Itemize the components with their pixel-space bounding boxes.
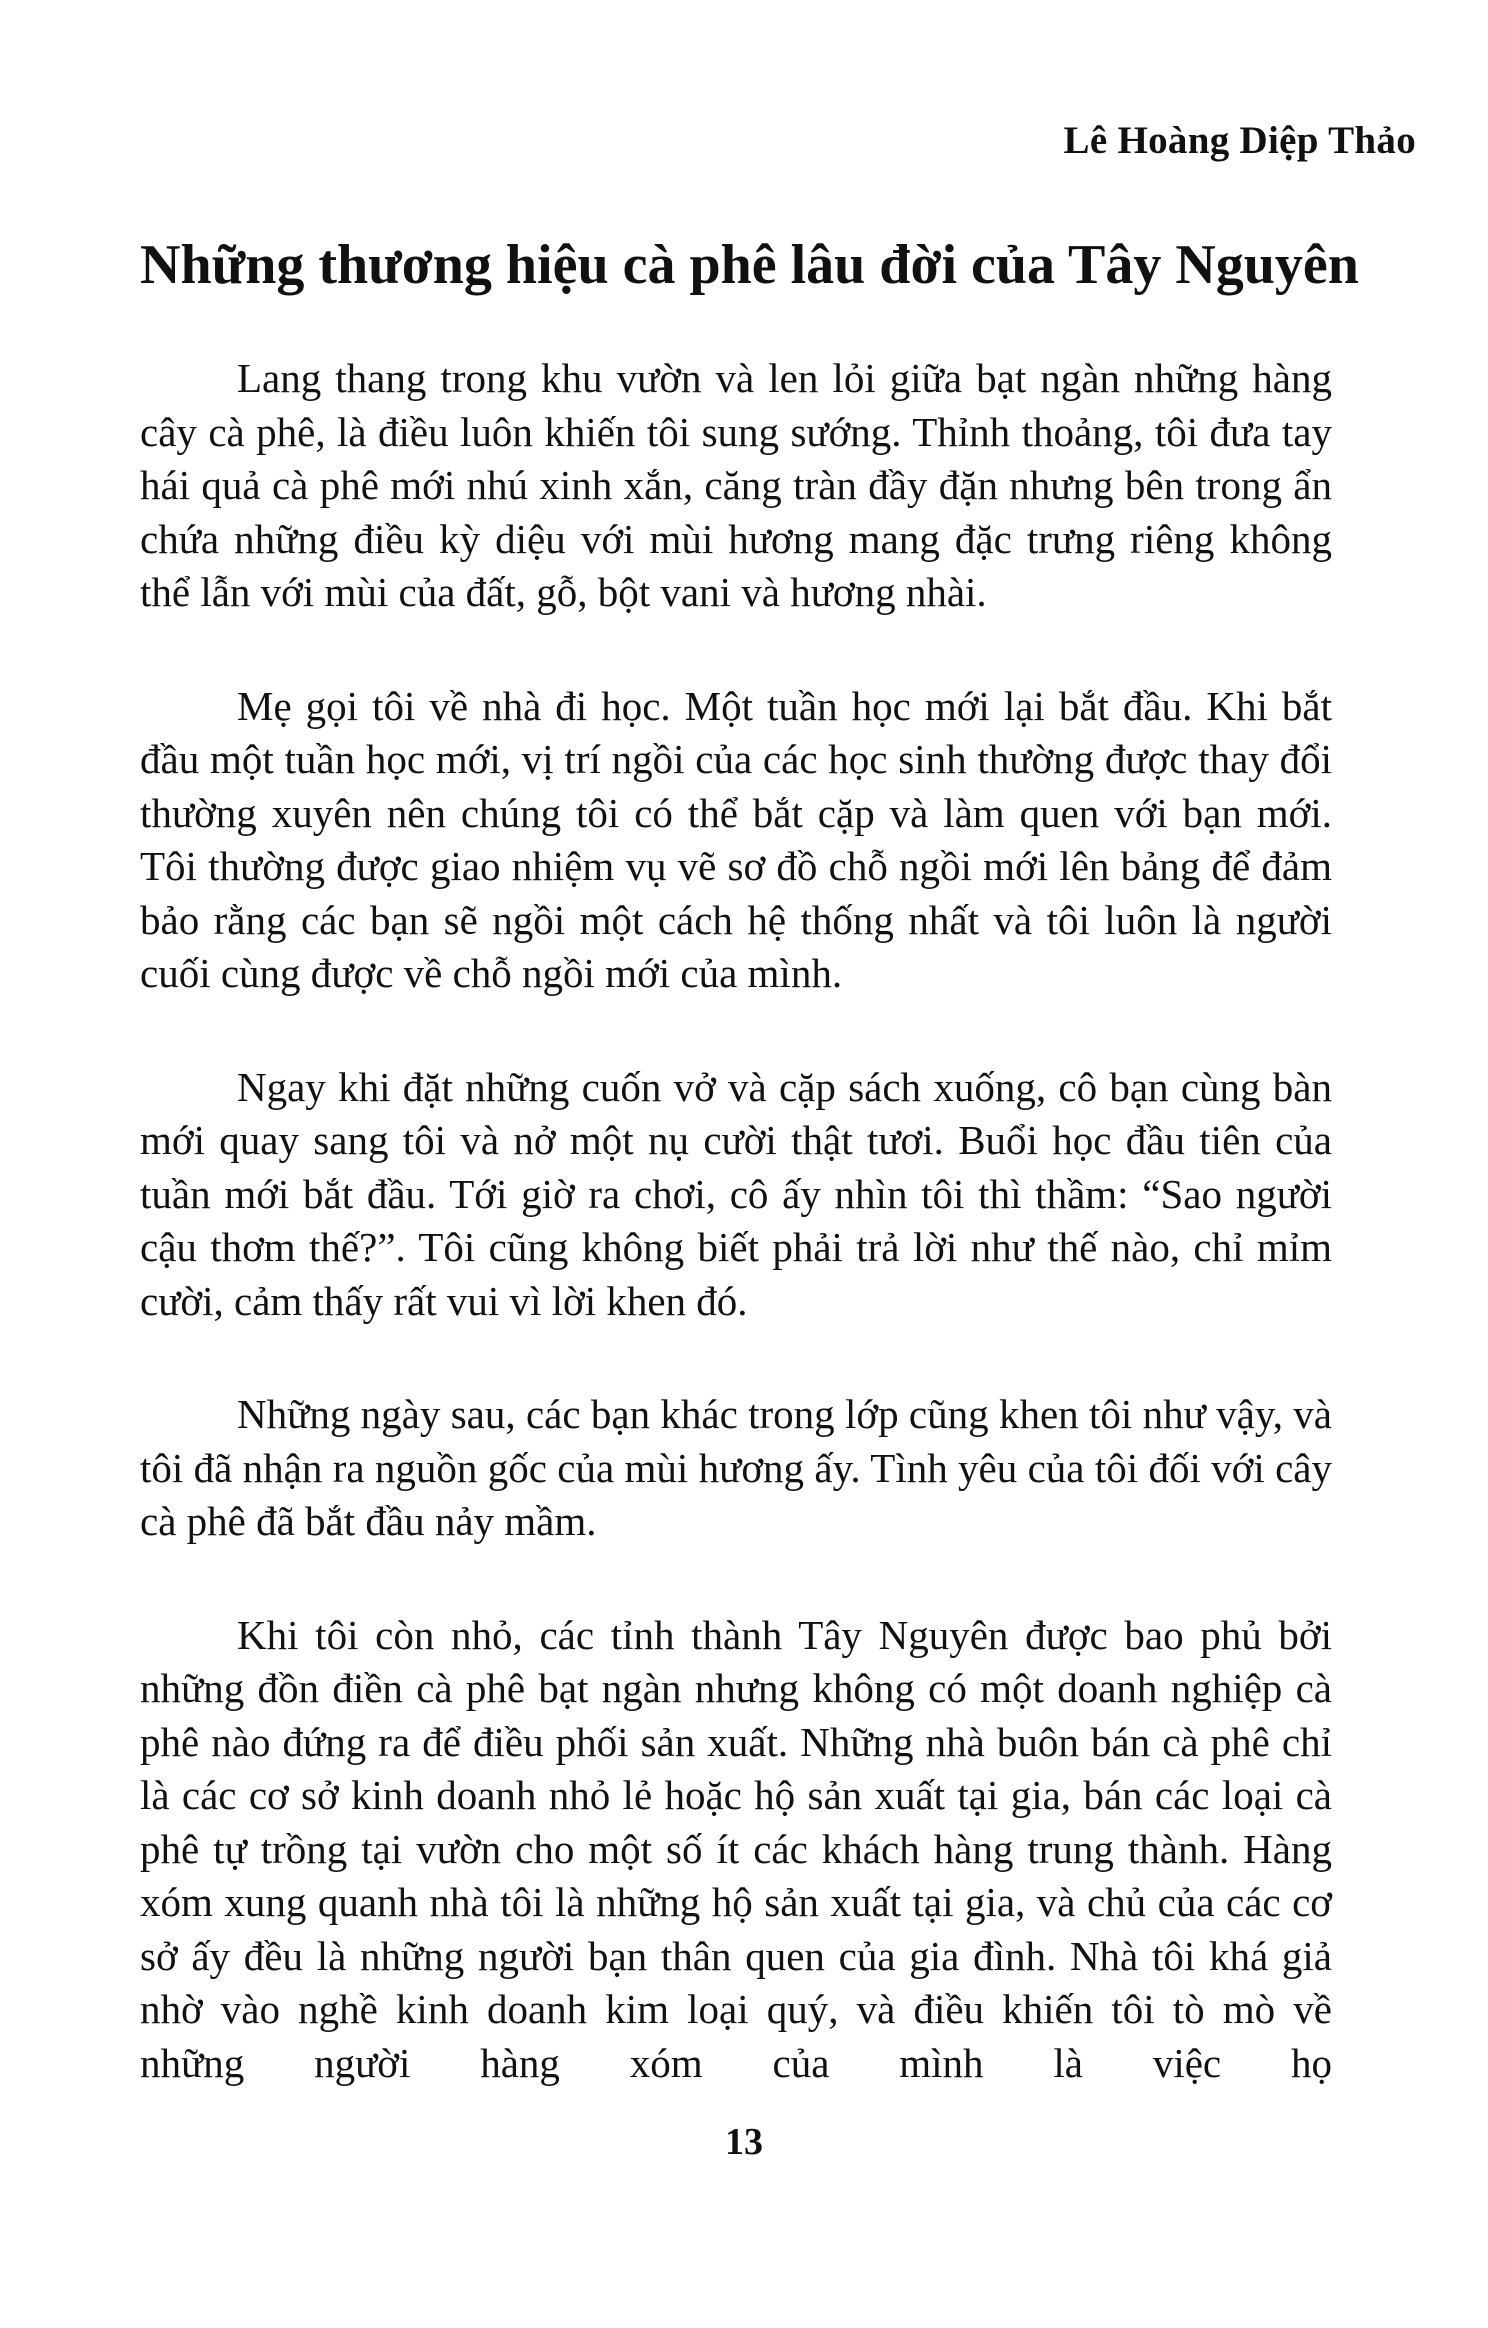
page-number: 13 [725, 2121, 763, 2163]
paragraph: Những ngày sau, các bạn khác trong lớp cũng khen tôi như vậy, và tôi đã nhận ra nguồn gốc của mùi hương ấy. Tình yêu của tôi đối với cây cà phê đã bắt đầu nảy mầm. [140, 1391, 1332, 1544]
chapter-title: Những thương hiệu cà phê lâu đời của Tây Nguyên [140, 234, 1359, 296]
paragraph: Lang thang trong khu vườn và len lỏi giữa bạt ngàn những hàng cây cà phê, là điều luôn khiến tôi sung sướng. Thỉnh thoảng, tôi đưa tay hái quả cà phê mới nhú xinh xắn, căng tràn đầy đặn nhưng bên trong ẩn chứa những điều kỳ diệu với mùi hương mang đặc trưng riêng không thể lẫn với mùi của đất, gỗ, bột vani và hương nhài. [140, 355, 1332, 615]
running-header-author: Lê Hoàng Diệp Thảo [1063, 119, 1416, 162]
body-text [140, 352, 1332, 2090]
paragraph: Mẹ gọi tôi về nhà đi học. Một tuần học mới lại bắt đầu. Khi bắt đầu một tuần học mới, vị trí ngồi của các học sinh thường được thay đổi thường xuyên nên chúng tôi có thể bắt cặp và làm quen với bạn mới. Tôi thường được giao nhiệm vụ vẽ sơ đồ chỗ ngồi mới lên bảng để đảm bảo rằng các bạn sẽ ngồi một cách hệ thống nhất và tôi luôn là người cuối cùng được về chỗ ngồi mới của mình. [140, 682, 1332, 996]
paragraph: Khi tôi còn nhỏ, các tỉnh thành Tây Nguyên được bao phủ bởi những đồn điền cà phê bạt ngàn nhưng không có một doanh nghiệp cà phê nào đứng ra để điều phối sản xuất. Những nhà buôn bán cà phê chỉ là các cơ sở kinh doanh nhỏ lẻ hoặc hộ sản xuất tại gia, bán các loại cà phê tự trồng tại vườn cho một số ít các khách hàng trung thành. Hàng xóm xung quanh nhà tôi là những hộ sản xuất tại gia, và chủ của các cơ sở ấy đều là những người bạn thân quen của gia đình. Nhà tôi khá giả nhờ vào nghề kinh doanh kim loại quý, và điều khiến tôi tò mò về những người hàng xóm của mình là việc họ [140, 1611, 1332, 2086]
paragraph: Ngay khi đặt những cuốn vở và cặp sách xuống, cô bạn cùng bàn mới quay sang tôi và nở một nụ cười thật tươi. Buổi học đầu tiên của tuần mới bắt đầu. Tới giờ ra chơi, cô ấy nhìn tôi thì thầm: “Sao người cậu thơm thế?”. Tôi cũng không biết phải trả lời như thế nào, chỉ mỉm cười, cảm thấy rất vui vì lời khen đó. [140, 1063, 1332, 1324]
